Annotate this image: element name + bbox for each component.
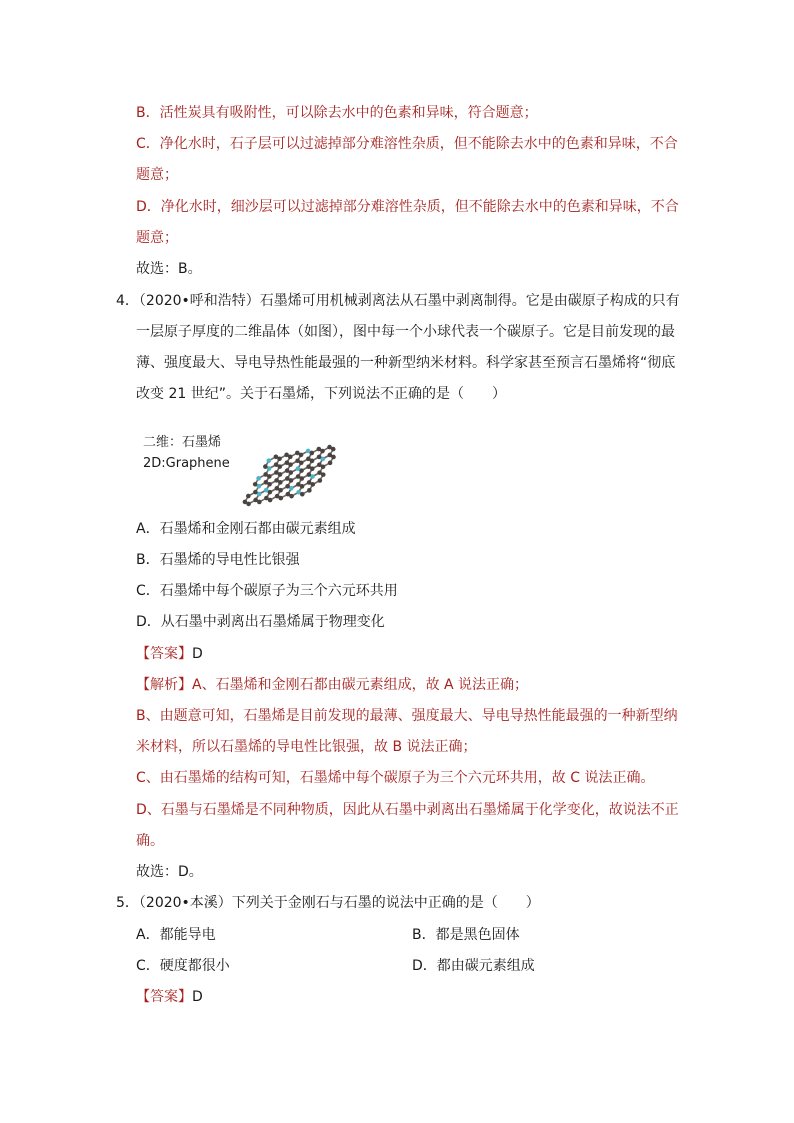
carbon-atom [285, 484, 290, 489]
analysis-line-c-1: C．净化水时，石子层可以过滤掉部分难溶性杂质，但不能除去水中的色素和异味，不合 [136, 136, 678, 152]
answer-tag: 【答案】 [136, 646, 192, 662]
carbon-atom [274, 478, 279, 483]
carbon-atom [274, 470, 279, 475]
carbon-atom [317, 455, 322, 460]
carbon-atom [295, 458, 300, 463]
carbon-atom [289, 494, 294, 499]
carbon-atom [296, 474, 301, 479]
carbon-atom [317, 462, 322, 467]
carbon-atom [317, 447, 322, 452]
q4-option-c: C．石墨烯中每个碳原子为三个六元环共用 [136, 583, 398, 599]
q3-choice: 故选：B。 [136, 261, 202, 277]
carbon-atom [328, 461, 333, 466]
carbon-atom [307, 488, 312, 493]
carbon-atom [275, 486, 280, 491]
carbon-atom [253, 490, 258, 495]
q4-answer [136, 644, 203, 664]
carbon-atom [307, 480, 312, 485]
q5-stem: 5．（2020•本溪）下列关于金刚石与石墨的说法中正确的是（ ） [116, 895, 540, 911]
q4-analysis-d-2: 确。 [136, 833, 164, 849]
answer-value: D [192, 989, 203, 1005]
answer-value: D [192, 646, 203, 662]
carbon-atom [284, 453, 289, 458]
figure-label-english: 2D:Graphene [143, 456, 230, 471]
carbon-atom [274, 454, 279, 459]
carbon-atom [295, 451, 300, 456]
q4-analysis-a [136, 675, 528, 695]
analysis-line-d-2: 题意； [136, 230, 178, 246]
analysis-line-c-2: 题意； [136, 167, 178, 183]
q4-option-a: A．石墨烯和金刚石都由碳元素组成 [136, 521, 356, 537]
analysis-line-d-1: D．净化水时，细沙层可以过滤掉部分难溶性杂质，但不能除去水中的色素和异味，不合 [136, 199, 679, 215]
q5-option-d: D．都由碳元素组成 [412, 958, 535, 974]
carbon-atom [327, 445, 332, 450]
carbon-atom [300, 492, 305, 497]
carbon-atom [264, 480, 269, 485]
carbon-atom [263, 464, 268, 469]
carbon-atom [285, 460, 290, 465]
q4-analysis-b-2: 米材料，所以石墨烯的导电性比银强，故 B 说法正确； [136, 739, 477, 755]
hydrogen-atom [266, 458, 271, 463]
carbon-atom [296, 482, 301, 487]
carbon-atom [253, 482, 258, 487]
q4-stem-line-3: 薄、强度最大、导电导热性能最强的一种新型纳米材料。科学家甚至预言石墨烯将“彻底 [136, 355, 676, 371]
carbon-atom [307, 472, 312, 477]
q4-option-b: B．石墨烯的导电性比银强 [136, 552, 300, 568]
q4-stem-line-1: 4．（2020•呼和浩特）石墨烯可用机械剥离法从石墨中剥离制得。它是由碳原子构成的只有 [116, 293, 680, 309]
hydrogen-atom [306, 449, 311, 454]
carbon-atom [306, 457, 311, 462]
analysis-tag: 【解析】 [136, 677, 192, 693]
carbon-atom [285, 476, 290, 481]
carbon-atom [306, 464, 311, 469]
q5-answer [136, 987, 203, 1007]
carbon-atom [246, 502, 251, 507]
hydrogen-atom [296, 466, 301, 471]
q4-analysis-c: C、由石墨烯的结构可知，石墨烯中每个碳原子为三个六元环共用，故 C 说法正确。 [136, 770, 655, 786]
q4-option-d: D．从石墨中剥离出石墨烯属于物理变化 [136, 614, 385, 630]
carbon-atom [279, 496, 284, 501]
carbon-atom [317, 470, 322, 475]
carbon-atom [318, 478, 323, 483]
carbon-atom [257, 500, 262, 505]
carbon-atom [274, 462, 279, 467]
q5-option-b: B．都是黑色固体 [412, 927, 520, 943]
q4-analysis-d-1: D、石墨与石墨烯是不同种物质，因此从石墨中剥离出石墨烯属于化学变化，故说法不正 [136, 802, 679, 818]
analysis-line-b: B．活性炭具有吸附性，可以除去水中的色素和异味，符合题意； [136, 105, 538, 121]
graphene-lattice-image [238, 418, 370, 508]
answer-tag: 【答案】 [136, 989, 192, 1005]
figure-label-chinese: 二维：石墨烯 [143, 435, 222, 450]
q4-stem-line-4: 改变 21 世纪”。关于石墨烯，下列说法不正确的是（ ） [136, 386, 506, 402]
carbon-atom [246, 494, 251, 499]
hydrogen-atom [264, 488, 269, 493]
q5-option-c: C．硬度都很小 [136, 958, 230, 974]
q4-analysis-b-1: B、由题意可知，石墨烯是目前发现的最薄、强度最大、导电导热性能最强的一种新型纳 [136, 708, 678, 724]
carbon-atom [263, 472, 268, 477]
carbon-atom [328, 453, 333, 458]
q4-stem-line-2: 一层原子厚度的二维晶体（如图），图中每一个小球代表一个碳原子。它是目前发现的最 [136, 324, 675, 340]
carbon-atom [268, 498, 273, 503]
q5-option-a: A．都能导电 [136, 927, 216, 943]
analysis-text-a: A、石墨烯和金刚石都由碳元素组成，故 A 说法正确； [192, 677, 529, 693]
hydrogen-atom [256, 476, 261, 481]
q4-choice: 故选：D。 [136, 864, 203, 880]
carbon-atom [285, 468, 290, 473]
